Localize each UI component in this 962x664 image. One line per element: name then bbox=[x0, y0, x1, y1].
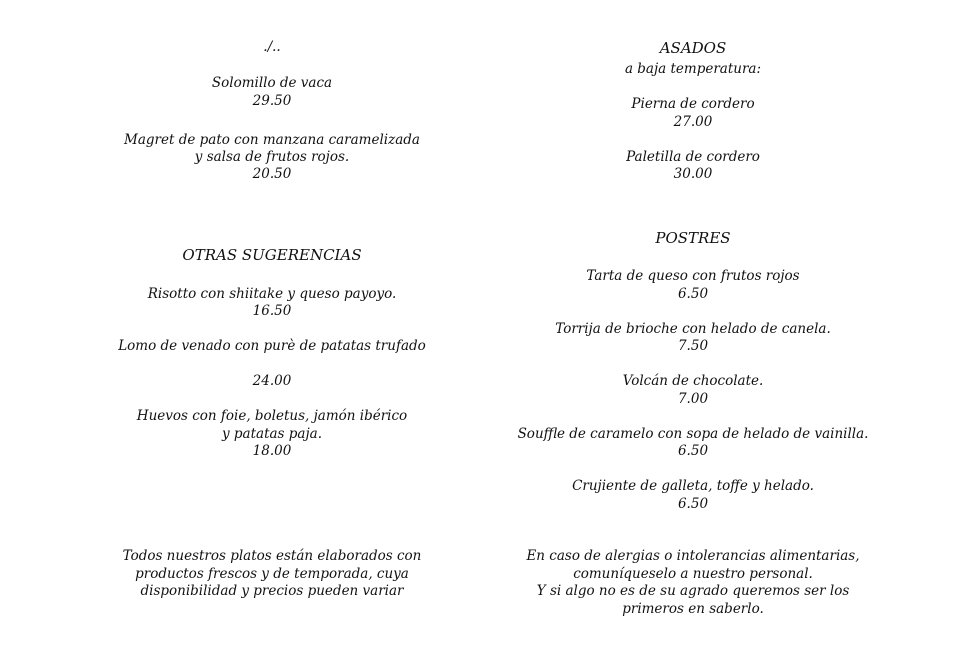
footer-note-line: productos frescos y de temporada, cuya bbox=[135, 566, 409, 582]
footer-note-line: En caso de alergias o intolerancias alimentarias, bbox=[526, 548, 860, 564]
dish-price: 6.50 bbox=[677, 443, 709, 459]
footer-note-line: comuníqueselo a nuestro personal. bbox=[573, 566, 813, 582]
dish-price: 7.00 bbox=[677, 391, 709, 407]
footer-note-line: primeros en saberlo. bbox=[622, 601, 764, 617]
dish-price: 20.50 bbox=[252, 166, 292, 182]
dish-name: Lomo de venado con purè de patatas trufado bbox=[118, 338, 426, 354]
dish-name: y salsa de frutos rojos. bbox=[194, 149, 350, 165]
dish-price: 24.00 bbox=[252, 373, 292, 389]
dish-price: 7.50 bbox=[677, 338, 709, 354]
continuation-mark: ./.. bbox=[263, 39, 281, 55]
dish-name: Solomillo de vaca bbox=[211, 75, 333, 91]
dish-name: Paletilla de cordero bbox=[626, 149, 760, 165]
dish-price: 6.50 bbox=[677, 496, 709, 512]
dish-name: Magret de pato con manzana caramelizada bbox=[124, 132, 420, 148]
section-title-asados: ASADOS bbox=[659, 39, 727, 57]
dish-price: 30.00 bbox=[673, 166, 713, 182]
footer-note-line: Todos nuestros platos están elaborados con bbox=[122, 548, 422, 564]
dish-name: Crujiente de galleta, toffe y helado. bbox=[572, 478, 814, 494]
dish-name: Pierna de cordero bbox=[631, 96, 755, 112]
section-title-postres: POSTRES bbox=[655, 229, 731, 247]
dish-name: Torrija de brioche con helado de canela. bbox=[555, 321, 831, 337]
dish-name: Souffle de caramelo con sopa de helado de vainilla. bbox=[517, 426, 869, 442]
dish-price: 16.50 bbox=[252, 303, 292, 319]
section-title-sugerencias: OTRAS SUGERENCIAS bbox=[182, 246, 362, 264]
dish-price: 27.00 bbox=[673, 114, 713, 130]
footer-note-line: disponibilidad y precios pueden variar bbox=[140, 583, 404, 599]
section-subtitle: a baja temperatura: bbox=[624, 61, 762, 77]
dish-price: 29.50 bbox=[252, 93, 292, 109]
dish-name: Volcán de chocolate. bbox=[622, 373, 764, 389]
dish-price: 6.50 bbox=[677, 286, 709, 302]
dish-name: Huevos con foie, boletus, jamón ibérico bbox=[136, 408, 408, 424]
dish-price: 18.00 bbox=[252, 443, 292, 459]
footer-note-line: Y si algo no es de su agrado queremos ser los bbox=[536, 583, 850, 599]
dish-name: Risotto con shiitake y queso payoyo. bbox=[147, 286, 397, 302]
dish-name: Tarta de queso con frutos rojos bbox=[586, 268, 800, 284]
dish-name: y patatas paja. bbox=[222, 426, 322, 442]
